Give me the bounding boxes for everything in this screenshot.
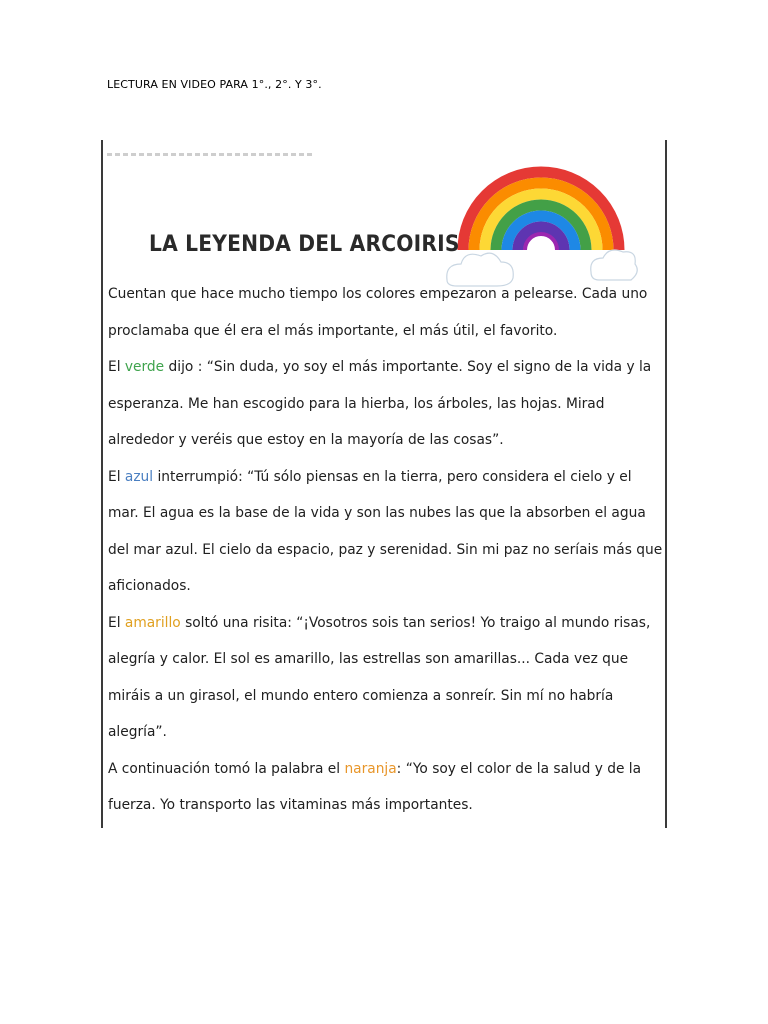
color-word-verde: verde	[124, 359, 165, 375]
story-line	[108, 462, 643, 499]
page-header: LECTURA EN VIDEO PARA 1°., 2°. Y 3°.	[107, 78, 322, 91]
story-line-text: dijo : “Sin duda, yo soy el más importante. Soy el signo de la vida y la	[164, 359, 652, 375]
story-line-text: alegría y calor. El sol es amarillo, las estrellas son amarillas... Cada vez que	[108, 651, 629, 667]
story-line	[108, 316, 643, 353]
color-word-naranja: naranja	[344, 760, 397, 777]
story-line	[108, 571, 643, 608]
scanned-page-image	[101, 140, 667, 828]
story-line-text: El	[108, 614, 125, 631]
story-line	[108, 535, 663, 572]
story-line	[108, 352, 652, 389]
story-line-text: aficionados.	[108, 578, 191, 594]
scan-artifact	[107, 153, 312, 156]
story-line-text: Cuentan que hace mucho tiempo los colores empezaron a pelearse. Cada uno	[108, 286, 648, 302]
scan-left-edge	[101, 140, 103, 828]
story-line-text: mar. El agua es la base de la vida y son las nubes las que la absorben el agua	[108, 505, 646, 521]
story-line	[108, 608, 651, 645]
color-word-amarillo: amarillo	[124, 614, 181, 631]
story-text	[108, 279, 663, 827]
color-word-azul: azul	[124, 468, 154, 485]
scan-right-edge	[665, 140, 667, 828]
story-line-text: soltó una risita: “¡Vosotros sois tan serios! Yo traigo al mundo risas,	[180, 614, 651, 631]
story-line-text: : “Yo soy el color de la salud y de la	[396, 760, 642, 777]
story-line-text: del mar azul. El cielo da espacio, paz y serenidad. Sin mi paz no seríais más que	[108, 541, 663, 558]
story-line-text: miráis a un girasol, el mundo entero comienza a sonreír. Sin mí no habría	[108, 687, 614, 704]
rainbow-icon	[441, 140, 641, 290]
story-line	[108, 717, 643, 754]
story-line-text: alrededor y veréis que estoy en la mayoría de las cosas”.	[108, 432, 504, 448]
story-line	[108, 681, 643, 718]
story-line	[108, 754, 643, 791]
story-line-text: El	[108, 468, 125, 485]
story-line	[108, 389, 643, 426]
story-title: LA LEYENDA DEL ARCOIRIS	[149, 232, 460, 257]
story-line	[108, 425, 643, 462]
story-line	[108, 790, 643, 827]
story-line-text: interrumpió: “Tú sólo piensas en la tierra, pero considera el cielo y el	[153, 468, 632, 485]
story-line-text: fuerza. Yo transporto las vitaminas más importantes.	[108, 797, 473, 813]
story-line-text: El	[108, 359, 125, 375]
story-line	[108, 498, 646, 535]
story-line	[108, 279, 648, 316]
story-line-text: alegría”.	[108, 724, 167, 740]
story-line-text: esperanza. Me han escogido para la hierba, los árboles, las hojas. Mirad	[108, 395, 605, 412]
story-line-text: A continuación tomó la palabra el	[108, 760, 345, 777]
story-line	[108, 644, 643, 681]
story-line-text: proclamaba que él era el más importante, el más útil, el favorito.	[108, 322, 558, 339]
